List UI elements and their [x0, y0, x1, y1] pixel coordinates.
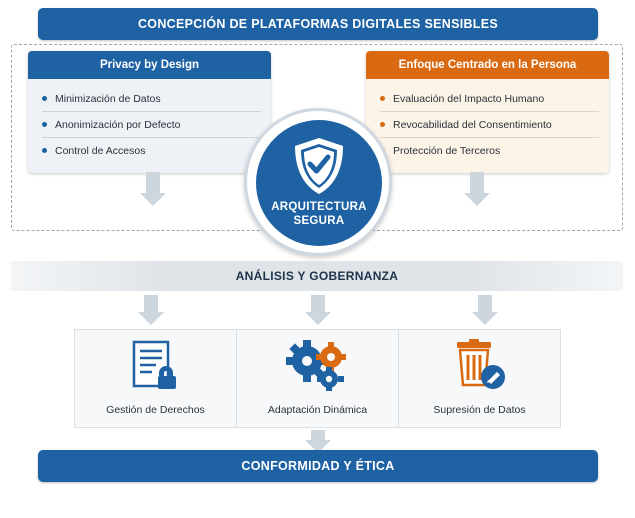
card-label-deletion: Supresión de Datos	[433, 404, 526, 416]
list-item-label: Revocabilidad del Consentimiento	[393, 118, 552, 131]
bullet-dot-icon	[380, 96, 385, 101]
card-rights-management	[75, 330, 236, 427]
list-item	[380, 86, 599, 112]
list-item-label: Control de Accesos	[55, 144, 146, 157]
bullet-dot-icon	[42, 96, 47, 101]
shield-check-icon	[292, 136, 346, 201]
card-dynamic-adaptation	[236, 330, 398, 427]
panel-body-human	[366, 79, 609, 173]
panel-privacy-by-design	[28, 51, 271, 173]
card-data-deletion	[398, 330, 560, 427]
list-item-label: Protección de Terceros	[393, 144, 501, 157]
card-label-rights: Gestión de Derechos	[106, 404, 205, 416]
panel-title-privacy: Privacy by Design	[28, 51, 271, 79]
footer-title: CONFORMIDAD Y ÉTICA	[38, 450, 598, 482]
central-badge-secure-architecture	[244, 108, 392, 256]
badge-label	[271, 200, 367, 228]
section-band-analysis: ANÁLISIS Y GOBERNANZA	[11, 261, 623, 291]
bullet-dot-icon	[42, 122, 47, 127]
list-item	[42, 112, 261, 138]
bullet-dot-icon	[380, 122, 385, 127]
list-item	[42, 86, 261, 112]
badge-label-line1: ARQUITECTURA	[271, 201, 367, 213]
bullet-dot-icon	[42, 148, 47, 153]
panel-body-privacy	[28, 79, 271, 173]
list-item	[380, 112, 599, 138]
gears-icon	[285, 339, 351, 391]
badge-label-line2: SEGURA	[293, 215, 345, 227]
trash-pencil-icon	[450, 339, 510, 391]
list-item-label: Evaluación del Impacto Humano	[393, 92, 545, 105]
panel-human-centered	[366, 51, 609, 173]
card-label-adaptation: Adaptación Dinámica	[267, 404, 368, 416]
document-lock-icon	[126, 339, 186, 391]
capability-cards	[74, 329, 561, 428]
list-item-label: Minimización de Datos	[55, 92, 161, 105]
panel-title-human: Enfoque Centrado en la Persona	[366, 51, 609, 79]
list-item	[380, 138, 599, 163]
badge-inner	[256, 120, 382, 246]
list-item-label: Anonimización por Defecto	[55, 118, 181, 131]
page-title: CONCEPCIÓN DE PLATAFORMAS DIGITALES SENSIBLES	[38, 8, 598, 40]
list-item	[42, 138, 261, 163]
